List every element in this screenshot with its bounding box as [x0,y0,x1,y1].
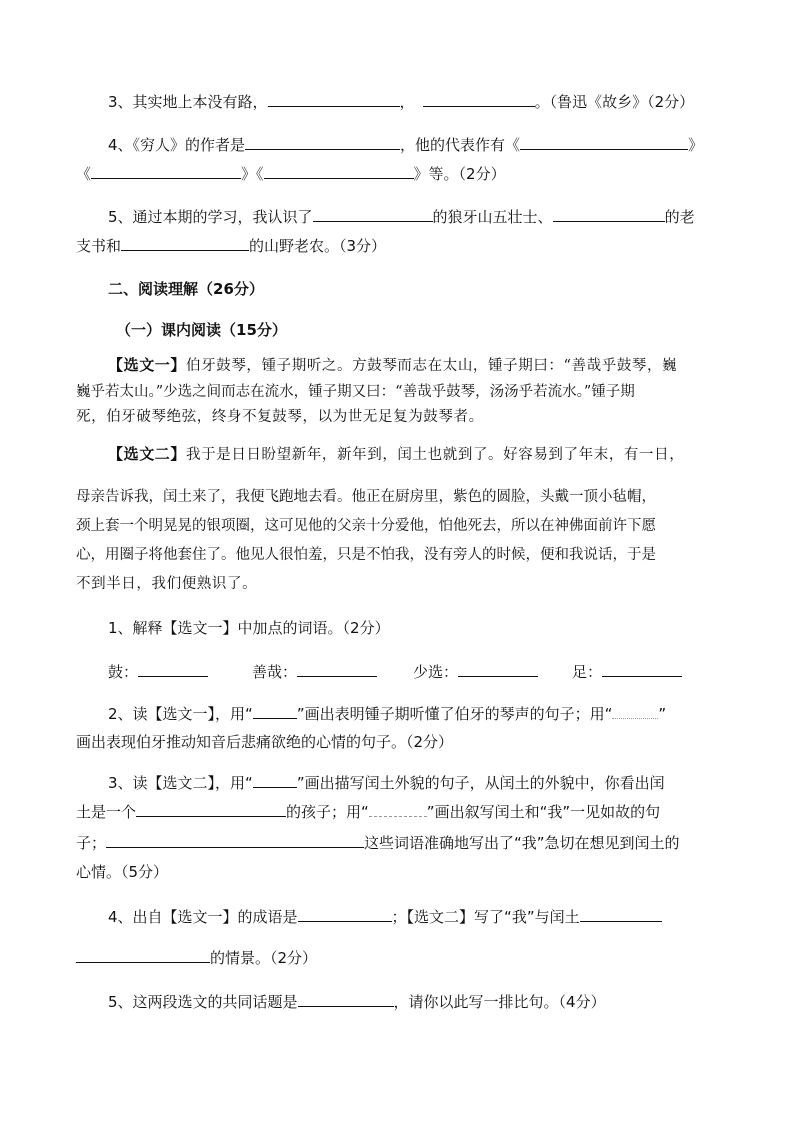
reading-question-1-word-2 [252,660,377,683]
passage-1-line-1 [108,355,677,377]
rq4-text-b: ；【选文二】写了“我”与闰土 [391,908,580,926]
q5-blank-3[interactable] [121,234,249,251]
q5-blank-2[interactable] [553,205,665,222]
reading-question-1-word-4 [572,660,682,683]
question-3 [108,90,694,113]
rq3-blank-2[interactable] [106,831,364,848]
rq3-text-b: ”画出描写闰土外貌的句子，从闰土的外貌中，你看出闰 [296,774,665,792]
rq1-blank-4[interactable] [602,660,682,677]
rq3-text-e: ”画出叙写闰土和“我”一见如故的句 [426,803,661,821]
reading-question-3-line-1 [108,771,665,794]
passage-1-text-1: 伯牙鼓琴，锺子期听之。方鼓琴而志在太山，锺子期曰：“善哉乎鼓琴，巍 [186,358,678,374]
rq5-blank-1[interactable] [298,990,394,1007]
q4-blank-author[interactable] [245,133,400,150]
passage-1-line-3: 死，伯牙破琴绝弦，终身不复鼓琴，以为世无足复为鼓琴者。 [76,409,484,425]
q3-text-c: 。（鲁迅《故乡》（2分） [534,93,695,111]
section-2-subheading: （一）课内阅读（15分） [116,321,287,339]
rq1-blank-1[interactable] [138,660,208,677]
rq2-text-c: ” [658,705,667,723]
question-5-line-2 [76,234,386,257]
q4-text-a: 4、《穷人》的作者是 [108,136,246,154]
passage-2-tag: 【选文二】 [108,446,187,463]
rq5-text-a: 5、这两段选文的共同话题是 [108,993,298,1011]
passage-2-line-1 [108,444,684,466]
q5-text-d: 支书和 [76,237,122,255]
passage-1-line-2: 巍乎若太山。”少选之间而志在流水，锺子期又曰：“善哉乎鼓琴，汤汤乎若流水。”锺子期 [76,384,635,400]
reading-question-3-line-4: 心情。（5分） [76,863,169,881]
passage-2-line-5: 不到半日，我们便熟识了。 [76,576,258,592]
rq1-blank-2[interactable] [297,660,377,677]
reading-question-3-line-2 [76,800,660,823]
reading-question-1-word-3 [413,660,538,683]
reading-question-3-line-3 [76,831,680,854]
rq4-blank-3[interactable] [76,946,210,963]
rq3-straight-line-mark [253,771,297,788]
passage-2-line-3: 颈上套一个明晃晃的银项圈，这可见他的父亲十分爱他，怕他死去，所以在神佛面前许下愿 [76,518,656,534]
rq4-text-a: 4、出自【选文一】的成语是 [108,908,298,926]
rq5-text-b: ，请你以此写一排比句。（4分） [393,993,606,1011]
q5-text-a: 5、通过本期的学习，我认识了 [108,208,313,226]
rq1-blank-3[interactable] [458,660,538,677]
reading-question-4-line-2 [76,946,317,969]
q3-blank-2[interactable] [423,90,535,107]
passage-2-line-4: 心，用圈子将他套住了。他见人很怕羞，只是不怕我，没有旁人的时候，便和我说话，于是 [76,547,656,563]
q3-text-b: ， [399,93,415,111]
q5-blank-1[interactable] [313,205,433,222]
passage-2-line-2: 母亲告诉我，闰土来了，我便飞跑地去看。他正在厨房里，紫色的圆脸，头戴一顶小毡帽， [76,489,656,505]
rq1-word-3-label: 少选： [413,663,459,681]
rq4-blank-2[interactable] [580,905,662,922]
question-5-line-1 [108,205,695,228]
q5-text-e: 的山野老农。（3分） [249,237,387,255]
rq2-straight-line-mark [253,702,297,719]
q4-text-b: ，他的代表作有《 [400,136,521,154]
question-4-line-2 [76,162,506,185]
rq1-word-4-label: 足： [572,663,603,681]
q4-text-d: 《 [76,165,92,183]
reading-question-4-line-1 [108,905,662,928]
passage-1-tag: 【选文一】 [108,357,187,374]
rq3-text-g: 这些词语准确地写出了“我”急切在想见到闰土的 [364,834,680,852]
q4-text-e: 》《 [241,165,264,183]
rq3-text-f: 子； [76,834,107,852]
q4-text-c: 》 [688,136,704,154]
rq3-text-a: 3、读【选文二】，用“ [108,774,253,792]
q4-blank-work-1[interactable] [520,133,688,150]
rq2-wavy-line-mark [612,704,658,719]
rq1-word-2-label: 善哉： [252,663,298,681]
passage-2-text-1: 我于是日日盼望新年，新年到，闰土也就到了。好容易到了年末，有一日， [186,447,685,463]
rq3-text-d: 的孩子；用“ [286,803,369,821]
rq1-word-1-label: 鼓： [108,663,139,681]
q4-blank-work-3[interactable] [264,162,414,179]
q3-text-a: 3、其实地上本没有路， [108,93,268,111]
reading-question-5 [108,990,606,1013]
rq2-text-a: 2、读【选文一】，用“ [108,705,253,723]
rq3-text-c: 土是一个 [76,803,137,821]
reading-question-2-line-1 [108,702,666,725]
rq3-blank-1[interactable] [136,800,286,817]
question-4-line-1 [108,133,703,156]
q4-blank-work-2[interactable] [91,162,241,179]
q4-text-f: 》等。（2分） [413,165,506,183]
rq2-text-b: ”画出表明锺子期听懂了伯牙的琴声的句子；用“ [296,705,613,723]
q5-text-b: 的狼牙山五壮士、 [432,208,553,226]
q3-blank-1[interactable] [268,90,400,107]
rq3-dashed-line-mark [369,802,427,817]
reading-question-2-line-2: 画出表现伯牙推动知音后悲痛欲绝的心情的句子。（2分） [76,733,454,751]
q5-text-c: 的老 [664,208,695,226]
rq4-text-c: 的情景。（2分） [210,949,318,967]
reading-question-1-word-1 [108,660,208,683]
rq4-blank-1[interactable] [298,905,392,922]
section-2-heading: 二、阅读理解（26分） [108,280,264,298]
reading-question-1: 1、解释【选文一】中加点的词语。（2分） [108,619,390,637]
